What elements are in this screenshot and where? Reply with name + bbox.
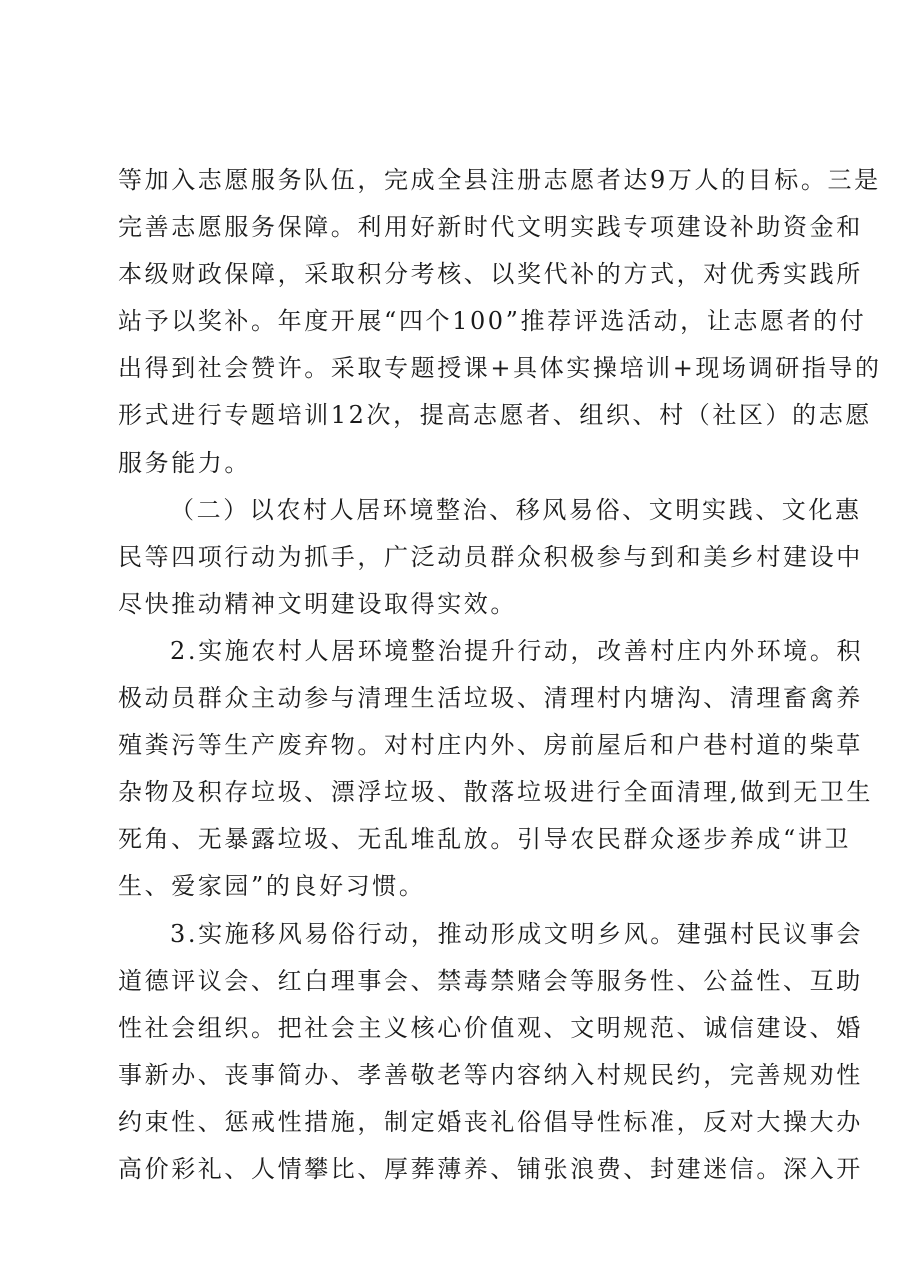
text-line: 站予以奖补。年度开展“四个100”推荐评选活动，让志愿者的付: [118, 307, 867, 336]
document-body: [118, 157, 882, 1193]
text-line: 3.实施移风易俗行动，推动形成文明乡风。建强村民议事会: [170, 919, 864, 948]
text-line: （二）以农村人居环境整治、移风易俗、文明实践、文化惠: [170, 495, 862, 524]
text-line: 等加入志愿服务队伍，完成全县注册志愿者达9万人的目标。三是: [118, 166, 881, 194]
paragraph-item-2: [118, 628, 874, 911]
text-line: 生、爱家园”的良好习惯。: [118, 872, 426, 901]
text-line: 杂物及积存垃圾、漂浮垃圾、散落垃圾进行全面清理,做到无卫生: [118, 778, 874, 807]
text-line: 极动员群众主动参与清理生活垃圾、清理村内塘沟、清理畜禽养: [118, 684, 863, 713]
text-line: 性社会组织。把社会主义核心价值观、文明规范、诚信建设、婚: [118, 1013, 863, 1042]
text-line: 出得到社会赞许。采取专题授课+具体实操培训+现场调研指导的: [118, 354, 882, 383]
text-line: 本级财政保障，采取积分考核、以奖代补的方式，对优秀实践所: [118, 260, 863, 289]
text-line: 道德评议会、红白理事会、禁毒禁赌会等服务性、公益性、互助: [118, 966, 863, 995]
text-line: 形式进行专题培训12次，提高志愿者、组织、村（社区）的志愿: [118, 401, 872, 430]
text-line: 约束性、惩戒性措施，制定婚丧礼俗倡导性标准，反对大操大办: [118, 1107, 863, 1136]
text-line: 民等四项行动为抓手，广泛动员群众积极参与到和美乡村建设中: [118, 542, 863, 571]
text-line: 2.实施农村人居环境整治提升行动，改善村庄内外环境。积: [170, 636, 864, 665]
text-line: 完善志愿服务保障。利用好新时代文明实践专项建设补助资金和: [118, 213, 863, 242]
text-line: 殖粪污等生产废弃物。对村庄内外、房前屋后和户巷村道的柴草: [118, 731, 863, 760]
text-line: 尽快推动精神文明建设取得实效。: [118, 589, 517, 618]
section-heading-two: [118, 487, 863, 628]
text-line: 高价彩礼、人情攀比、厚葬薄养、铺张浪费、封建迷信。深入开: [118, 1154, 863, 1183]
text-line: 服务能力。: [118, 448, 251, 477]
paragraph-volunteer-support: [118, 157, 882, 487]
paragraph-item-3: [118, 911, 864, 1194]
text-line: 事新办、丧事简办、孝善敬老等内容纳入村规民约，完善规劝性: [118, 1060, 863, 1089]
text-line: 死角、无暴露垃圾、无乱堆乱放。引导农民群众逐步养成“讲卫: [118, 825, 852, 854]
